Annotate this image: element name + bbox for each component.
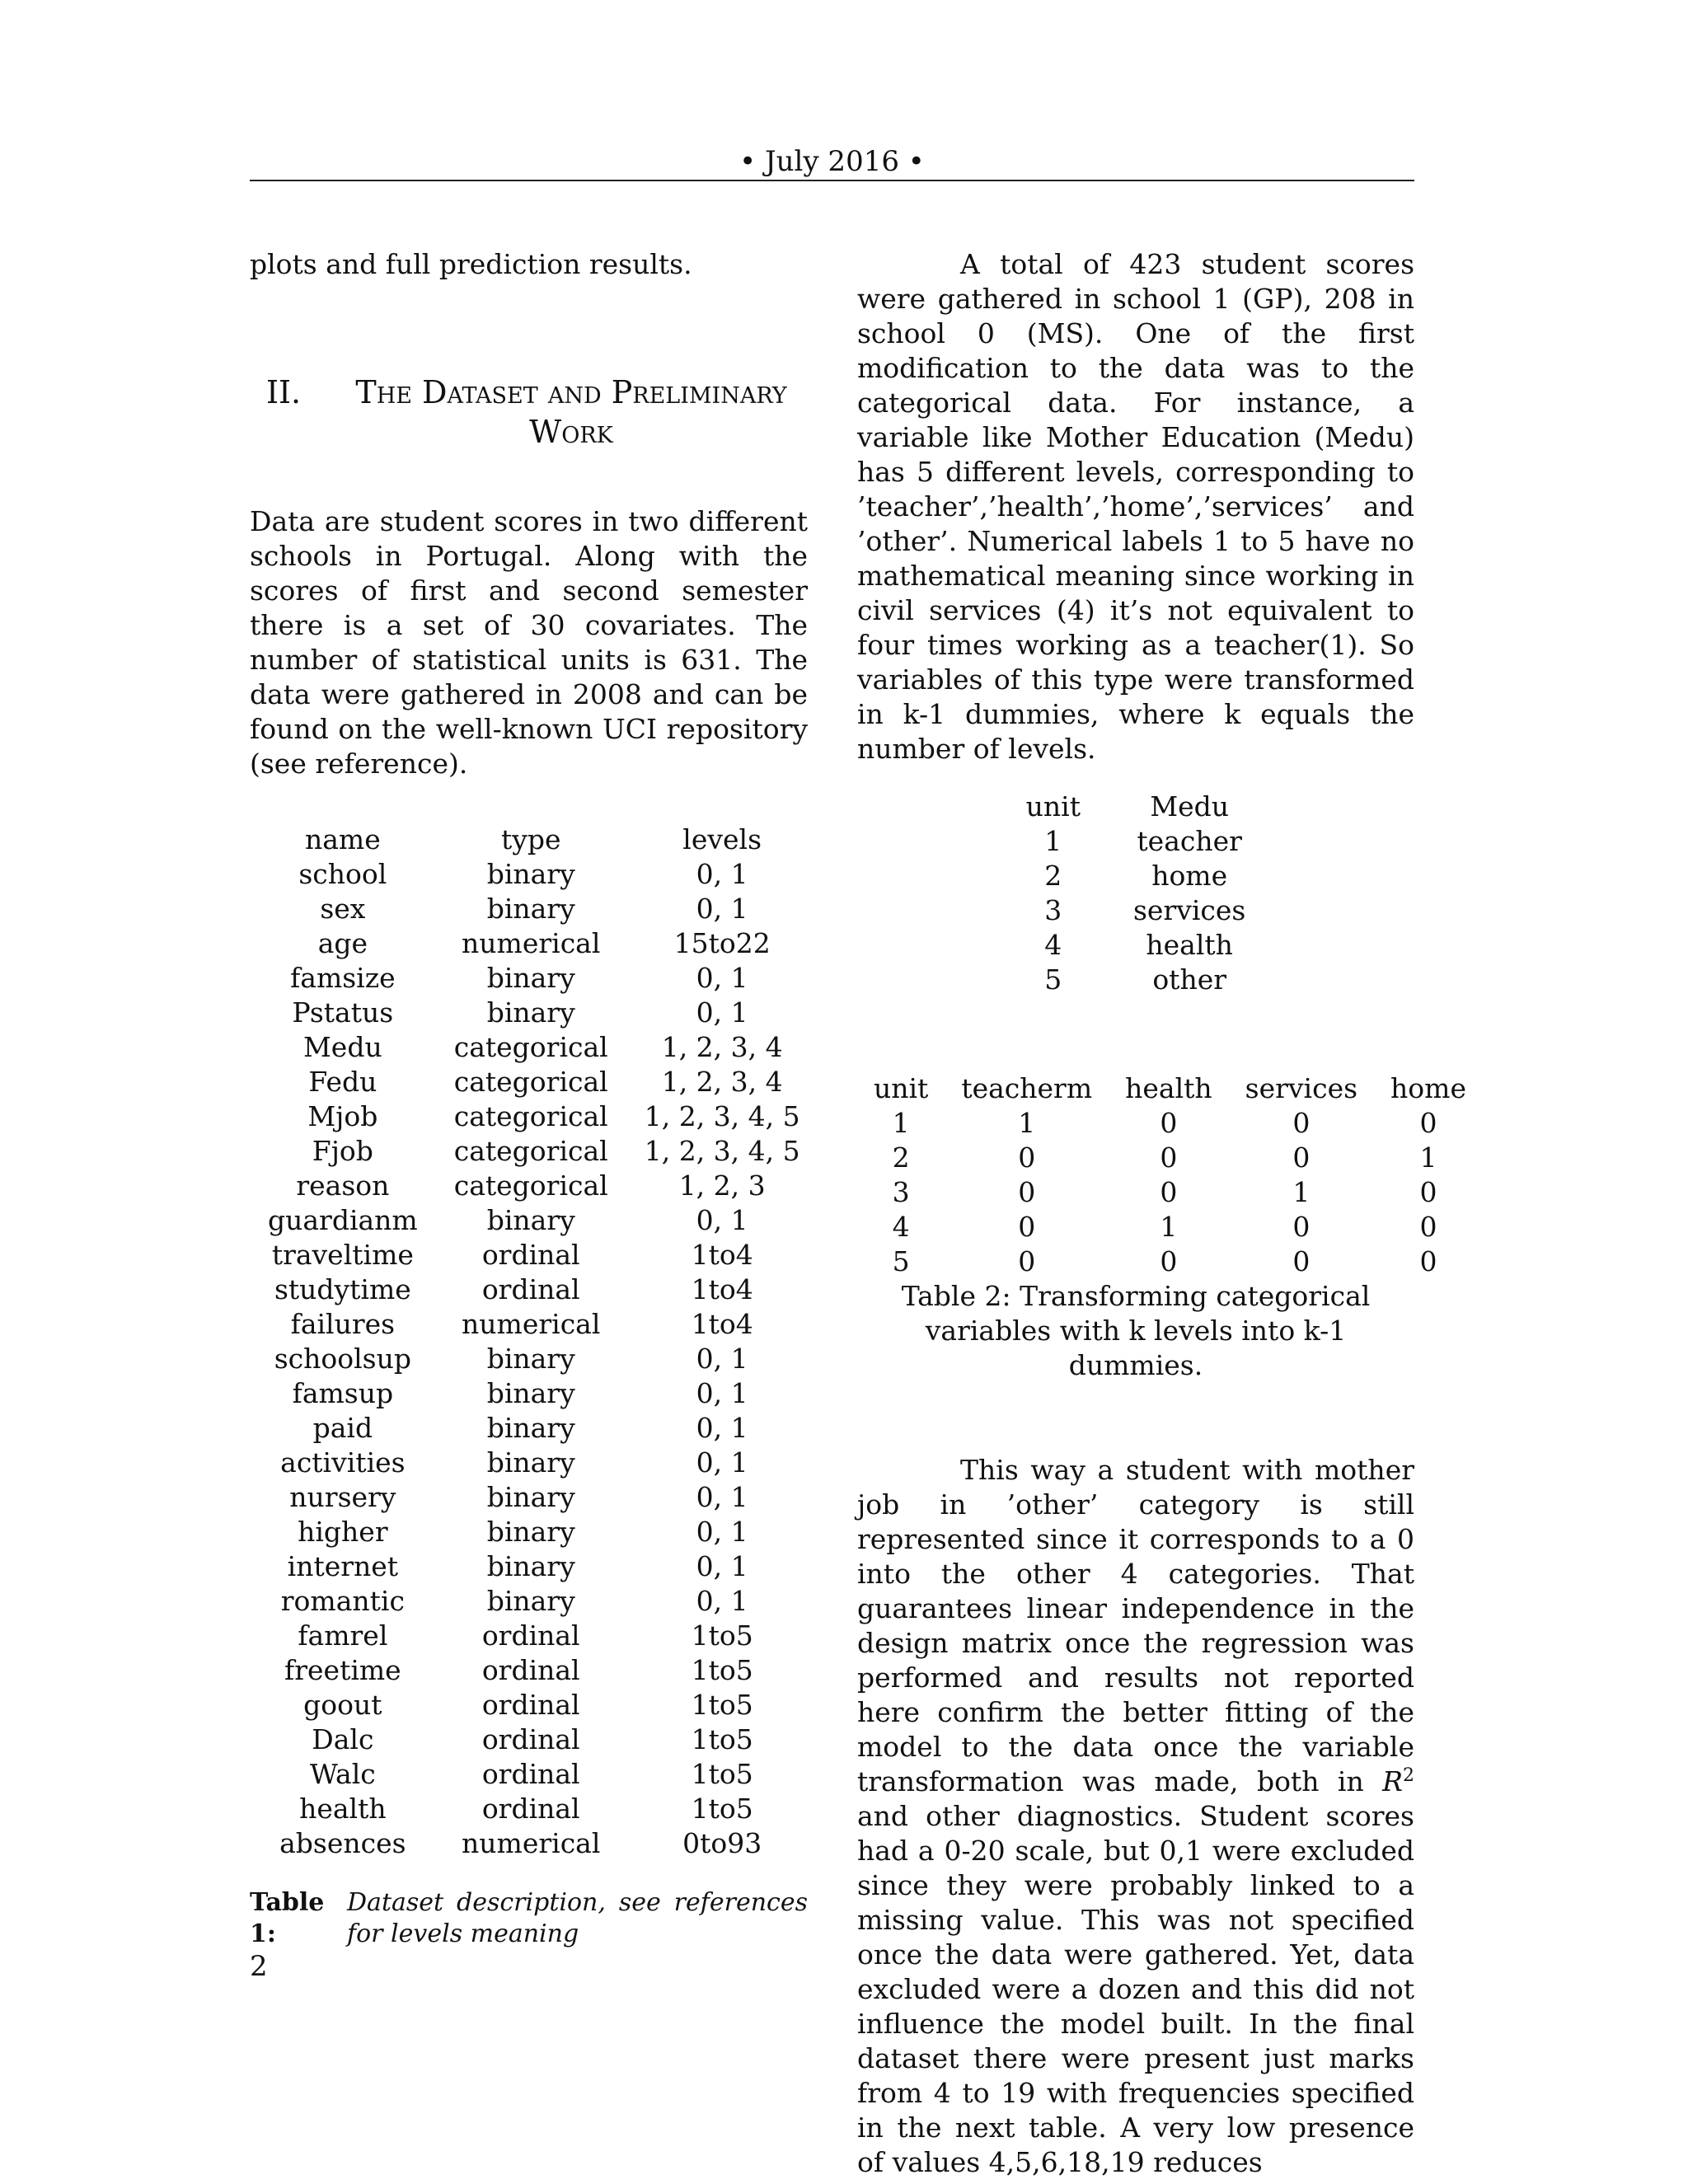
caption-label: Table 1: (250, 1888, 325, 1948)
table-row (1000, 893, 1273, 928)
r-squared-exponent: 2 (1403, 1765, 1414, 1786)
column-header: levels (682, 823, 762, 855)
table-cell: romantic (280, 1585, 405, 1617)
table-cell: 1to5 (691, 1654, 753, 1686)
table-cell: Walc (309, 1758, 376, 1790)
table-cell: 1to5 (691, 1793, 753, 1825)
table-cell: Pstatus (292, 996, 394, 1029)
column-header: services (1245, 1072, 1358, 1104)
table-row (250, 1411, 818, 1446)
table-cell: famsup (292, 1377, 394, 1409)
table-cell: health (299, 1793, 387, 1825)
table-cell: Fedu (308, 1066, 377, 1098)
column-header: Medu (1150, 790, 1230, 823)
table-cell: 4 (1044, 929, 1062, 961)
page-number: 2 (250, 1950, 268, 1983)
table-cell: 0 (1419, 1211, 1437, 1243)
table-cell: binary (486, 1516, 575, 1548)
table-cell: 3 (1044, 894, 1062, 926)
table-row (250, 892, 818, 926)
table-cell: categorical (453, 1100, 608, 1132)
table-row (250, 1549, 818, 1584)
table-row (1000, 963, 1273, 997)
table-row (250, 1480, 818, 1515)
table-cell: 5 (892, 1245, 910, 1277)
paragraph-2-part-2: and other diagnostics. Student scores had a 0-20 scale, but 0,1 were excluded since they were probably linked to a missing value. This was not specified once the data were gathered. Yet, data excluded were a dozen and this did not influence the model built. In the final dataset there were present just marks from 4 to 19 with frequencies specified in the next table. A very low presence of values 4,5,6,18,19 reduces (857, 1800, 1414, 2178)
column-header: type (500, 823, 561, 855)
table-cell: categorical (453, 1031, 608, 1063)
table-cell: 1to4 (691, 1239, 753, 1271)
table-row (250, 1757, 818, 1792)
table-cell: famsize (290, 962, 396, 994)
table-cell: 1to5 (691, 1723, 753, 1755)
table-cell: ordinal (481, 1619, 580, 1652)
table-cell: binary (486, 1446, 575, 1479)
table-header-row (857, 1071, 1483, 1106)
table-cell: 1, 2, 3, 4, 5 (644, 1100, 800, 1132)
section-heading (266, 373, 810, 452)
column-header: name (304, 823, 381, 855)
table-row (250, 1619, 818, 1653)
table-cell: other (1152, 963, 1226, 996)
table-cell: 0 (1292, 1211, 1311, 1243)
table-cell: 1, 2, 3 (678, 1169, 766, 1202)
table-cell: 0 (1018, 1141, 1036, 1174)
table-cell: 2 (1044, 860, 1062, 892)
table-cell: 0, 1 (696, 1550, 748, 1582)
table-cell: 5 (1044, 963, 1062, 996)
table-cell: goout (303, 1689, 382, 1721)
table-row (250, 857, 818, 892)
table-row (1000, 859, 1273, 893)
medu-table (1000, 790, 1273, 997)
table-cell: categorical (453, 1066, 608, 1098)
table-cell: ordinal (481, 1273, 580, 1305)
table-row (250, 1099, 818, 1134)
right-column (857, 247, 1466, 2180)
table-cell: age (317, 927, 368, 959)
table-cell: numerical (462, 1308, 601, 1340)
r-squared-symbol: R (1382, 1765, 1403, 1797)
table-cell: nursery (289, 1481, 396, 1513)
table-cell: famrel (298, 1619, 388, 1652)
table-cell: 0, 1 (696, 962, 748, 994)
column-header: unit (874, 1072, 929, 1104)
table-cell: internet (287, 1550, 399, 1582)
table-cell: higher (298, 1516, 388, 1548)
table-row (250, 1515, 818, 1549)
table-cell: health (1146, 929, 1233, 961)
table-cell: Medu (303, 1031, 382, 1063)
paragraph-2-part-1: This way a student with mother job in ’other’ category is still represented since it corresponds to a 0 into the other 4 categories. That guarantees linear independence in the design matrix once the regression was performed and results not reported here confirm the better fitting of the model to the data once the variable transformation was made, both in (857, 1454, 1414, 1797)
dummy-table (857, 1071, 1483, 1279)
table-cell: binary (486, 1204, 575, 1236)
table-row (857, 1106, 1483, 1141)
table-cell: 0, 1 (696, 1481, 748, 1513)
section-number: II. (266, 374, 302, 410)
table-cell: 1, 2, 3, 4 (661, 1066, 783, 1098)
table-cell: 0to93 (682, 1827, 762, 1859)
table-cell: numerical (462, 1827, 601, 1859)
table-cell: binary (486, 996, 575, 1029)
table-cell: binary (486, 1550, 575, 1582)
table-cell: 0 (1292, 1107, 1311, 1139)
dataset-paragraph: Data are student scores in two different schools in Portugal. Along with the scores of first and second semester there is a set of 30 covariates. The number of statistical units is 631. The data were gathered in 2008 and can be found on the well-known UCI repository (see reference). (250, 505, 808, 780)
table-cell: school (298, 858, 387, 890)
table-cell: binary (486, 1585, 575, 1617)
table-cell: 1to5 (691, 1758, 753, 1790)
table-row (250, 1376, 818, 1411)
table-cell: freetime (284, 1654, 401, 1686)
table-row (250, 1792, 818, 1826)
table-cell: guardianm (268, 1204, 418, 1236)
table-cell: 0 (1160, 1245, 1178, 1277)
table-cell: 3 (892, 1176, 910, 1208)
table-cell: 0, 1 (696, 858, 748, 890)
table-cell: teacher (1137, 825, 1242, 857)
table-row (857, 1244, 1483, 1279)
running-header: • July 2016 • (739, 145, 925, 178)
table-row (250, 1169, 818, 1203)
table-cell: 0, 1 (696, 1204, 748, 1236)
table-cell: Fjob (312, 1135, 373, 1167)
table-cell: 0, 1 (696, 1516, 748, 1548)
table-cell: Mjob (307, 1100, 378, 1132)
table-cell: reason (296, 1169, 390, 1202)
table-cell: home (1151, 860, 1228, 892)
table-cell: 0 (1160, 1107, 1178, 1139)
table-cell: ordinal (481, 1793, 580, 1825)
section-title: The Dataset and Preliminary Work (355, 374, 787, 450)
paragraph-1: A total of 423 student scores were gathered in school 1 (GP), 208 in school 0 (MS). One of the first modification to the data was to the categorical data. For instance, a variable like Mother Education (Medu) has 5 different levels, corresponding to ’teacher’,’health’,’home’,’services’ and ’other’. Numerical labels 1 to 5 have no mathematical meaning since working in civil services (4) it’s not equivalent to four times working as a teacher(1). So variables of this type were transformed in k-1 dummies, where k equals the number of levels. (857, 248, 1414, 765)
table-cell: 0 (1292, 1141, 1311, 1174)
table-cell: ordinal (481, 1689, 580, 1721)
table-cell: binary (486, 1412, 575, 1444)
table-cell: ordinal (481, 1654, 580, 1686)
table-cell: traveltime (271, 1239, 414, 1271)
table-cell: 0 (1292, 1245, 1311, 1277)
table-row (1000, 928, 1273, 963)
table-cell: 0, 1 (696, 1446, 748, 1479)
table1-caption (250, 1887, 808, 1950)
table-cell: 1to5 (691, 1619, 753, 1652)
table-row (250, 996, 818, 1030)
table-row (857, 1210, 1483, 1244)
table-cell: 1 (1419, 1141, 1437, 1174)
column-header: health (1125, 1072, 1212, 1104)
table-row (250, 1653, 818, 1688)
table-row (857, 1175, 1483, 1210)
table-cell: 1to4 (691, 1308, 753, 1340)
table-cell: 0 (1018, 1245, 1036, 1277)
table-cell: 0 (1160, 1141, 1178, 1174)
dataset-description-table (250, 823, 818, 1861)
table-cell: 0, 1 (696, 893, 748, 925)
table-row (250, 1203, 818, 1238)
table-cell: 1 (892, 1107, 910, 1139)
caption-text: Dataset description, see references for levels meaning (347, 1888, 808, 1948)
table-row (857, 1141, 1483, 1175)
table-row (250, 1065, 818, 1099)
header-rule (250, 180, 1414, 181)
table-row (250, 1307, 818, 1342)
table-cell: absences (279, 1827, 406, 1859)
table-header-row (250, 823, 818, 857)
table-cell: 1 (1044, 825, 1062, 857)
table-cell: 2 (892, 1141, 910, 1174)
table-cell: 0 (1419, 1245, 1437, 1277)
table-cell: ordinal (481, 1239, 580, 1271)
paragraph-2 (857, 1453, 1414, 2180)
table-cell: 1, 2, 3, 4 (661, 1031, 783, 1063)
table-row (250, 1238, 818, 1272)
table-header-row (1000, 790, 1273, 824)
table-cell: binary (486, 1481, 575, 1513)
table-row (250, 1584, 818, 1619)
table-row (250, 1722, 818, 1757)
table-cell: categorical (453, 1135, 608, 1167)
table-cell: 1 (1292, 1176, 1311, 1208)
table-cell: ordinal (481, 1723, 580, 1755)
table-cell: 0, 1 (696, 1585, 748, 1617)
table-row (250, 926, 818, 961)
table-cell: 1to5 (691, 1689, 753, 1721)
table-cell: sex (320, 893, 366, 925)
table-row (250, 1030, 818, 1065)
table-cell: ordinal (481, 1758, 580, 1790)
table-cell: paid (312, 1412, 373, 1444)
table-row (250, 961, 818, 996)
table-cell: 0, 1 (696, 1412, 748, 1444)
table-cell: 0 (1018, 1176, 1036, 1208)
table-cell: binary (486, 1377, 575, 1409)
table-cell: activities (280, 1446, 406, 1479)
intro-fragment: plots and full prediction results. (250, 248, 692, 280)
table-cell: 1 (1160, 1211, 1178, 1243)
table-cell: 0 (1018, 1211, 1036, 1243)
table-cell: 0, 1 (696, 1343, 748, 1375)
table-cell: schoolsup (274, 1343, 411, 1375)
table-cell: 0 (1160, 1176, 1178, 1208)
column-header: unit (1025, 790, 1081, 823)
table-cell: 1to4 (691, 1273, 753, 1305)
column-header: teacherm (961, 1072, 1093, 1104)
table-cell: 0, 1 (696, 1377, 748, 1409)
table-row (250, 1826, 818, 1861)
table-cell: 15to22 (673, 927, 771, 959)
table-cell: binary (486, 962, 575, 994)
table2-caption: Table 2: Transforming categorical variables with k levels into k-1 dummies. (901, 1280, 1371, 1381)
table-cell: binary (486, 893, 575, 925)
table-cell: 1, 2, 3, 4, 5 (644, 1135, 800, 1167)
table-cell: binary (486, 858, 575, 890)
table-cell: services (1132, 894, 1246, 926)
table-row (250, 1134, 818, 1169)
table-cell: studytime (274, 1273, 411, 1305)
table-cell: 0 (1419, 1107, 1437, 1139)
column-header: home (1390, 1072, 1466, 1104)
table-cell: numerical (462, 927, 601, 959)
table-cell: Dalc (312, 1723, 374, 1755)
table-cell: 0, 1 (696, 996, 748, 1029)
table-cell: 0 (1419, 1176, 1437, 1208)
table-row (250, 1446, 818, 1480)
table-cell: 4 (892, 1211, 910, 1243)
left-column (250, 247, 808, 1950)
table-cell: binary (486, 1343, 575, 1375)
table-row (250, 1272, 818, 1307)
table-row (250, 1342, 818, 1376)
table-cell: categorical (453, 1169, 608, 1202)
table-cell: failures (290, 1308, 396, 1340)
table-row (1000, 824, 1273, 859)
table-row (250, 1688, 818, 1722)
table-cell: 1 (1018, 1107, 1036, 1139)
